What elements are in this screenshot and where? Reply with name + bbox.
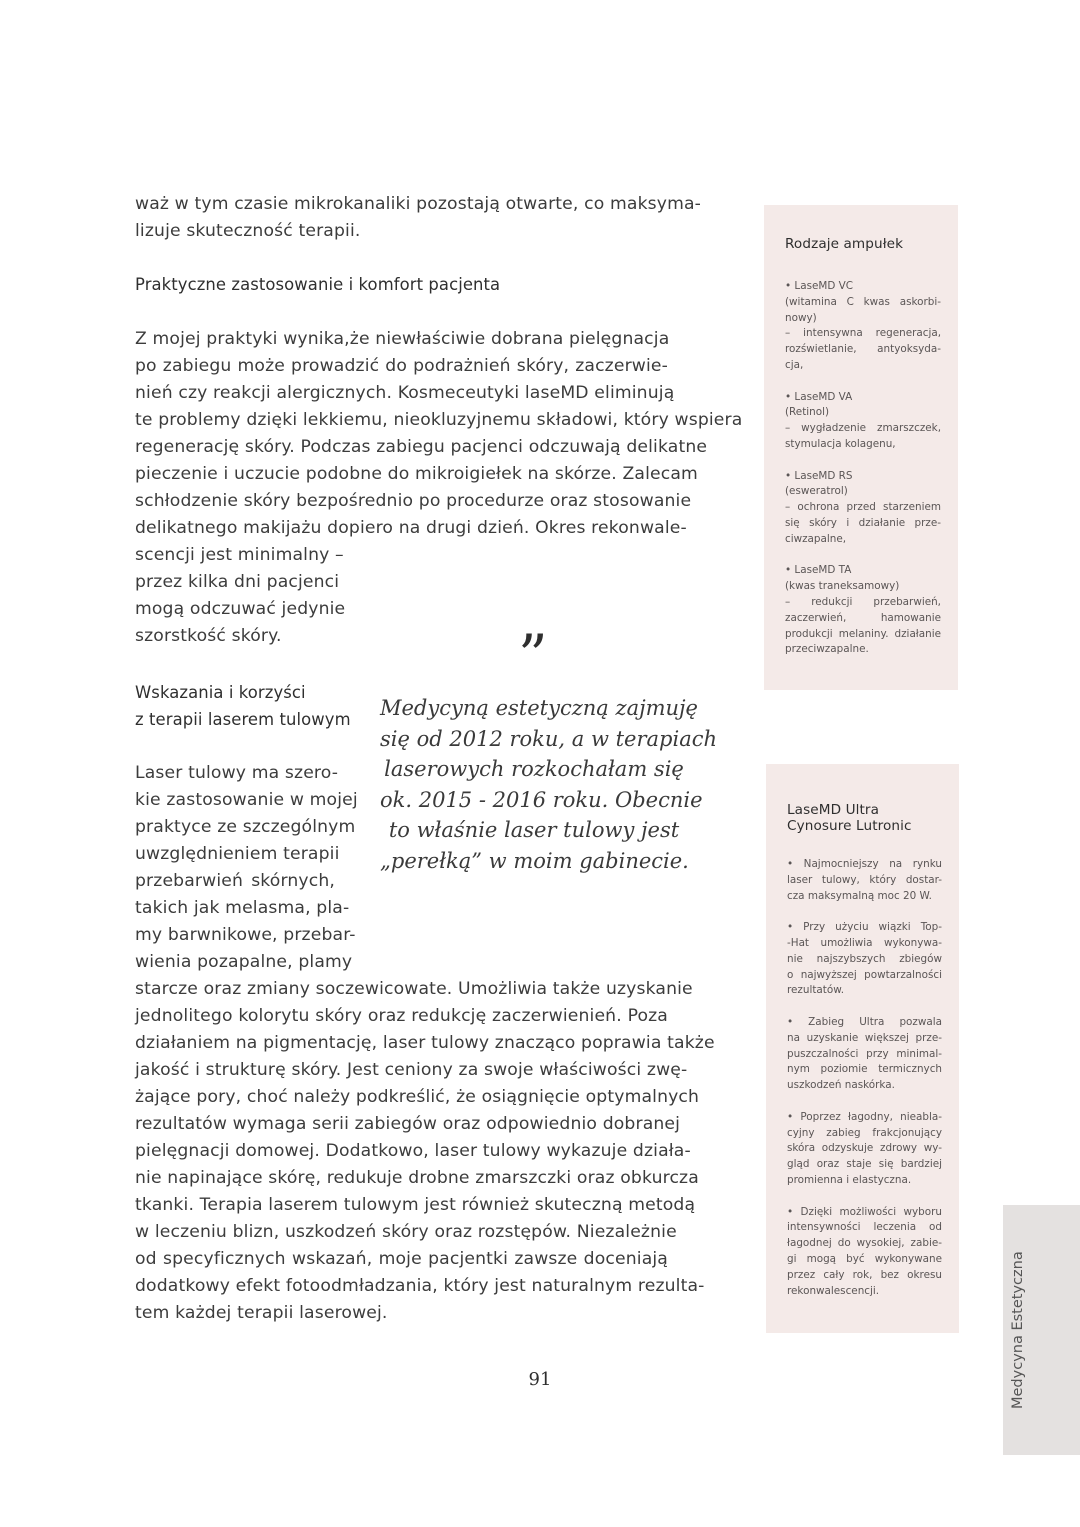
list-item: • Zabieg Ultra pozwala na uzyskanie większej prze- puszczalności przy minimal- nym poziomie termicznych uszkodzeń naskórka. [787, 1015, 942, 1092]
list-item: • Poprzez łagodny, nieabla- cyjny zabieg frakcjonujący skóra odzyskuje zdrowy wy- gląd oraz staje się bardziej promienna i elastyczna. [787, 1110, 942, 1186]
text-line: regenerację skóry. Podczas zabiegu pacjenci odczuwają delikatne [135, 437, 708, 457]
text-line: przez kilka dni pacjenci [135, 572, 340, 592]
quote-line: Medycyną estetyczną zajmuję [380, 696, 698, 720]
quote-line: ok. 2015 - 2016 roku. Obecnie [380, 787, 703, 812]
text-line: po zabiegu może prowadzić do podrażnień skóry, zaczerwie- [135, 356, 668, 376]
text-line: przebarwień skórnych, [135, 871, 335, 891]
page-number: 91 [528, 1369, 552, 1390]
text-line: pielęgnacji domowej. Dodatkowo, laser tulowy wykazuje działa- [135, 1141, 691, 1161]
list-item: • Przy użyciu wiązki Top- -Hat umożliwia wykonywa- nie najszybszych zbiegów o najwyższej powtarzalności rezultatów. [787, 921, 942, 997]
text-line: żające pory, choć należy podkreślić, że osiągnięcie optymalnych [135, 1087, 700, 1107]
text-line: te problemy dzięki lekkiemu, nieokluzyjnemu składowi, który wspiera [135, 410, 743, 430]
section-indications-body-wide [135, 976, 715, 1327]
text-line: Laser tulowy ma szero- [135, 763, 339, 783]
text-line: kie zastosowanie w mojej [135, 790, 358, 810]
text-line: nień czy reakcji alergicznych. Kosmeceutyki laseMD eliminują [135, 383, 675, 403]
sidebar-box-list [785, 279, 941, 674]
text-line: takich jak melasma, pla- [135, 898, 350, 918]
section-side-tab-label: Medycyna Estetyczna [1010, 1251, 1026, 1409]
text-line: szorstkość skóry. [135, 626, 282, 646]
text-line: rezultatów wymaga serii zabiegów oraz odpowiednio dobranej [135, 1114, 681, 1134]
text-line: od specyficznych wskazań, moje pacjentki zawsze doceniają [135, 1249, 668, 1269]
intro-paragraph [135, 191, 702, 245]
text-line: waż w tym czasie mikrokanaliki pozostają otwarte, co maksyma- [135, 194, 702, 214]
text-line: delikatnego makijażu dopiero na drugi dzień. Okres rekonwale- [135, 518, 687, 538]
section-indications-body-narrow [135, 760, 358, 976]
text-line: tkanki. Terapia laserem tulowym jest również skuteczną metodą [135, 1195, 696, 1215]
text-line: pieczenie i uczucie podobne do mikroigiełek na skórze. Zalecam [135, 464, 698, 484]
sidebar-box-list [787, 857, 942, 1315]
list-item: • Najmocniejszy na rynku laser tulowy, który dostar- cza maksymalną moc 20 W. [787, 858, 942, 902]
section-practical-use-body [135, 326, 743, 650]
quote-line: „perełką” w moim gabinecie. [380, 848, 689, 873]
text-line: schłodzenie skóry bezpośrednio po procedurze oraz stosowanie [135, 491, 692, 511]
text-line: lizuje skuteczność terapii. [135, 221, 361, 241]
list-item: • LaseMD VA (Retinol) – wygładzenie zmarszczek, stymulacja kolagenu, [785, 390, 941, 450]
text-line: starcze oraz zmiany soczewicowate. Umożliwia także uzyskanie [135, 979, 693, 999]
text-line: w leczeniu blizn, uszkodzeń skóry oraz rozstępów. Niezależnie [135, 1222, 677, 1242]
heading-line: z terapii laserem tulowym [135, 710, 351, 729]
section-heading-indications [135, 679, 351, 733]
sidebar-box-laser-info [766, 764, 959, 1333]
text-line: jakość i strukturę skóry. Jest ceniony za swoje właściwości zwę- [135, 1060, 688, 1080]
quote-line: się od 2012 roku, a w terapiach [380, 726, 717, 751]
text-line: jednolitego kolorytu skóry oraz redukcję zaczerwienień. Poza [135, 1006, 668, 1026]
text-line: scencji jest minimalny – [135, 545, 344, 565]
text-line: Z mojej praktyki wynika,że niewłaściwie dobrana pielęgnacja [135, 329, 670, 349]
list-item: • LaseMD TA (kwas traneksamowy) – redukcji przebarwień, zaczerwień, hamowanie produkcji melaniny. działanie przeciwzapalne. [785, 564, 941, 656]
text-line: my barwnikowe, przebar- [135, 925, 356, 945]
list-item: • LaseMD RS (esweratrol) – ochrona przed starzeniem się skóry i działanie prze- ciwzapalne, [785, 469, 941, 545]
list-item: • LaseMD VC (witamina C kwas askorbi- nowy) – intensywna regeneracja, rozświetlanie, antyoksyda- cja, [785, 280, 941, 371]
text-line: dodatkowy efekt fotoodmładzania, który jest naturalnym rezulta- [135, 1276, 705, 1296]
sidebar-box-title: Rodzaje ampułek [785, 236, 904, 252]
quote-line: laserowych rozkochałam się [384, 757, 684, 781]
sidebar-box-ampoule-types [764, 205, 958, 690]
text-line: mogą odczuwać jedynie [135, 599, 346, 619]
quote-line: to właśnie laser tulowy jest [388, 818, 680, 842]
text-line: praktyce ze szczególnym [135, 817, 356, 837]
heading-line: Wskazania i korzyści [135, 683, 306, 702]
sidebar-box-title: LaseMD Ultra Cynosure Lutronic [787, 802, 912, 834]
pull-quote [380, 693, 717, 876]
text-line: uwzględnieniem terapii [135, 844, 340, 864]
text-line: tem każdej terapii laserowej. [135, 1303, 388, 1323]
section-heading-practical-use: Praktyczne zastosowanie i komfort pacjenta [135, 275, 501, 294]
text-line: nie napinające skórę, redukuje drobne zmarszczki oraz obkurcza [135, 1168, 699, 1188]
text-line: wienia pozapalne, plamy [135, 952, 353, 972]
quote-mark-icon: ” [518, 622, 548, 690]
list-item: • Dzięki możliwości wyboru intensywności leczenia od łagodnej do wysokiej, zabie- gi mogą być wykonywane przez cały rok, bez okresu rekonwalescencji. [787, 1205, 942, 1297]
text-line: działaniem na pigmentację, laser tulowy znacząco poprawia także [135, 1033, 715, 1053]
